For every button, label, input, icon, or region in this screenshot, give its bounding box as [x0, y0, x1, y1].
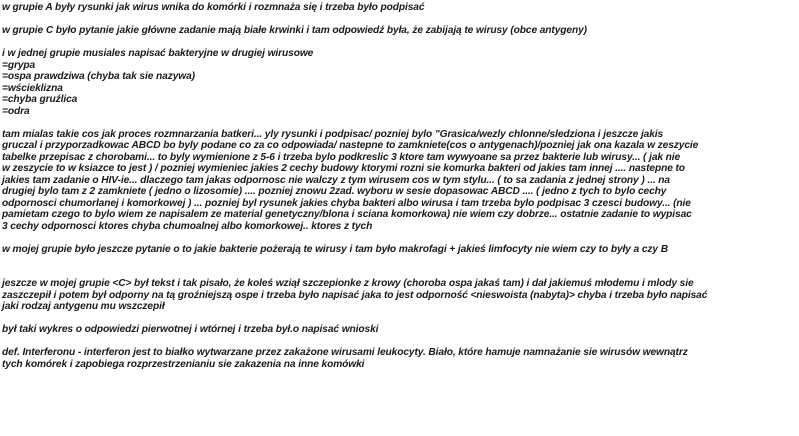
text-line: tych komórek i zapobiega rozprzestrzenianiu sie zakazenia na inne komówki	[2, 358, 365, 370]
text-line: drugiej bylo tam z 2 zamkniete ( jedno o lizosomie) .... pozniej znowu 2zad. wyboru w sesie dopasowac ABCD .... ( jedno z tych to bylo cechy	[2, 186, 667, 197]
paragraph-spacer	[2, 336, 795, 348]
text-line: w grupie A były rysunki jak wirus wnika do komórki i rozmnaża się i trzeba było podpisać	[2, 2, 425, 13]
paragraph-spacer	[2, 267, 795, 279]
text-line: odpornosci chumorlanej i komorkowej ) ... pozniej byl rysunek jakies chyba bakteri albo wirusa i tam trzeba bylo podpisac 3 czesci budowy... (nie	[2, 197, 691, 209]
text-line: jaki rodzaj antygenu mu wszczepił	[2, 301, 165, 312]
paragraph-spacer	[2, 117, 795, 129]
paragraph-group-c	[2, 25, 795, 37]
paragraph-interferon-definition	[2, 347, 795, 370]
list-item: =grypa	[2, 59, 36, 71]
paragraph-spacer	[2, 232, 795, 244]
text-line: jeszcze w mojej grupie <C> był tekst i tak pisało, że koleś wziął szczepionke z krowy (choroba ospa jakaś tam) i dał jakiemuś młodemu i mlody sie	[2, 278, 694, 289]
paragraph-spacer	[2, 255, 795, 267]
text-line: był taki wykres o odpowiedzi pierwotnej i wtórnej i trzeba był.o napisać wnioski	[2, 324, 379, 335]
paragraph-response-chart	[2, 324, 795, 336]
text-line: pamietam czego to bylo wiem ze napisalem ze material genetyczny/blona i sciana komorkowa) nie wiem czy dobrze... ostatnie zadanie to wypisac	[2, 209, 692, 220]
text-line: w grupie C było pytanie jakie główne zadanie mają białe krwinki i tam odpowiedź była, że zabijają te wirusy (obce antygeny)	[2, 25, 587, 36]
text-line: def. Interferonu - interferon jest to białko wytwarzane przez zakażone wirusami leukocyty. Biało, które hamuje namnażanie sie wirusów wewnątrz	[2, 347, 688, 358]
document-body	[2, 2, 795, 370]
text-line: tabelke przepisac z chorobami... to byly wymienione z 5-6 i trzeba bylo podkreslic 3 ktore tam wywyoane sa przez bakterie lub wirusy... ( jak nie	[2, 151, 681, 163]
paragraph-spacer	[2, 14, 795, 26]
text-line: gruczal i przyporzadkowac ABCD bo byly podane co za co odpowiada/ nastepne to zamkniete(cos o antygenach)/pozniej jak ona kazala w zeszycie	[2, 140, 699, 151]
text-line: w zeszycie to w ksiazce to jest ) / pozniej wymieniec jakies 2 cechy budowy ktorymi rozni sie komurka bakteri od jakies tam innej .... nastepne to	[2, 163, 685, 174]
list-item: =wścieklizna	[2, 82, 63, 94]
paragraph-group-a	[2, 2, 795, 14]
list-item: =ospa prawdziwa (chyba tak sie nazywa)	[2, 71, 195, 82]
paragraph-spacer	[2, 313, 795, 325]
text-line: i w jednej grupie musiales napisać bakteryjne w drugiej wirusowe	[2, 48, 314, 59]
paragraph-long-description	[2, 129, 795, 233]
paragraph-disease-list	[2, 48, 795, 117]
list-item: =chyba gruźlica	[2, 94, 78, 105]
text-line: tam mialas takie cos jak proces rozmnarzania batkeri... yly rysunki i podpisac/ pozniej bylo "Grasica/wezly chlonne/sledziona i jeszcze jakis	[2, 128, 664, 140]
paragraph-my-group	[2, 244, 795, 256]
list-item: =odra	[2, 105, 30, 117]
text-line: jakies tam zadanie o HIV-ie... dlaczego tam jakas odpornosc nie walczy z tym wirusem cos w tym stylu... ( to sa zadania z jednej strony ) ... na	[2, 174, 670, 186]
text-line: zaszczepił i potem był odporny na tą groźniejszą ospe i trzeba było napisać jaka to jest odporność <nieswoista (nabyta)> chyba i trzeba było napisać	[2, 289, 708, 301]
text-line: 3 cechy odpornosci ktores chyba chumoalnej albo komorkowej.. ktores z tych	[2, 220, 373, 232]
text-line: w mojej grupie było jeszcze pytanie o to jakie bakterie pożerają te wirusy i tam było makrofagi + jakieś limfocyty nie wiem czy to były a czy B	[2, 243, 668, 255]
paragraph-vaccine-text	[2, 278, 795, 313]
paragraph-spacer	[2, 37, 795, 49]
